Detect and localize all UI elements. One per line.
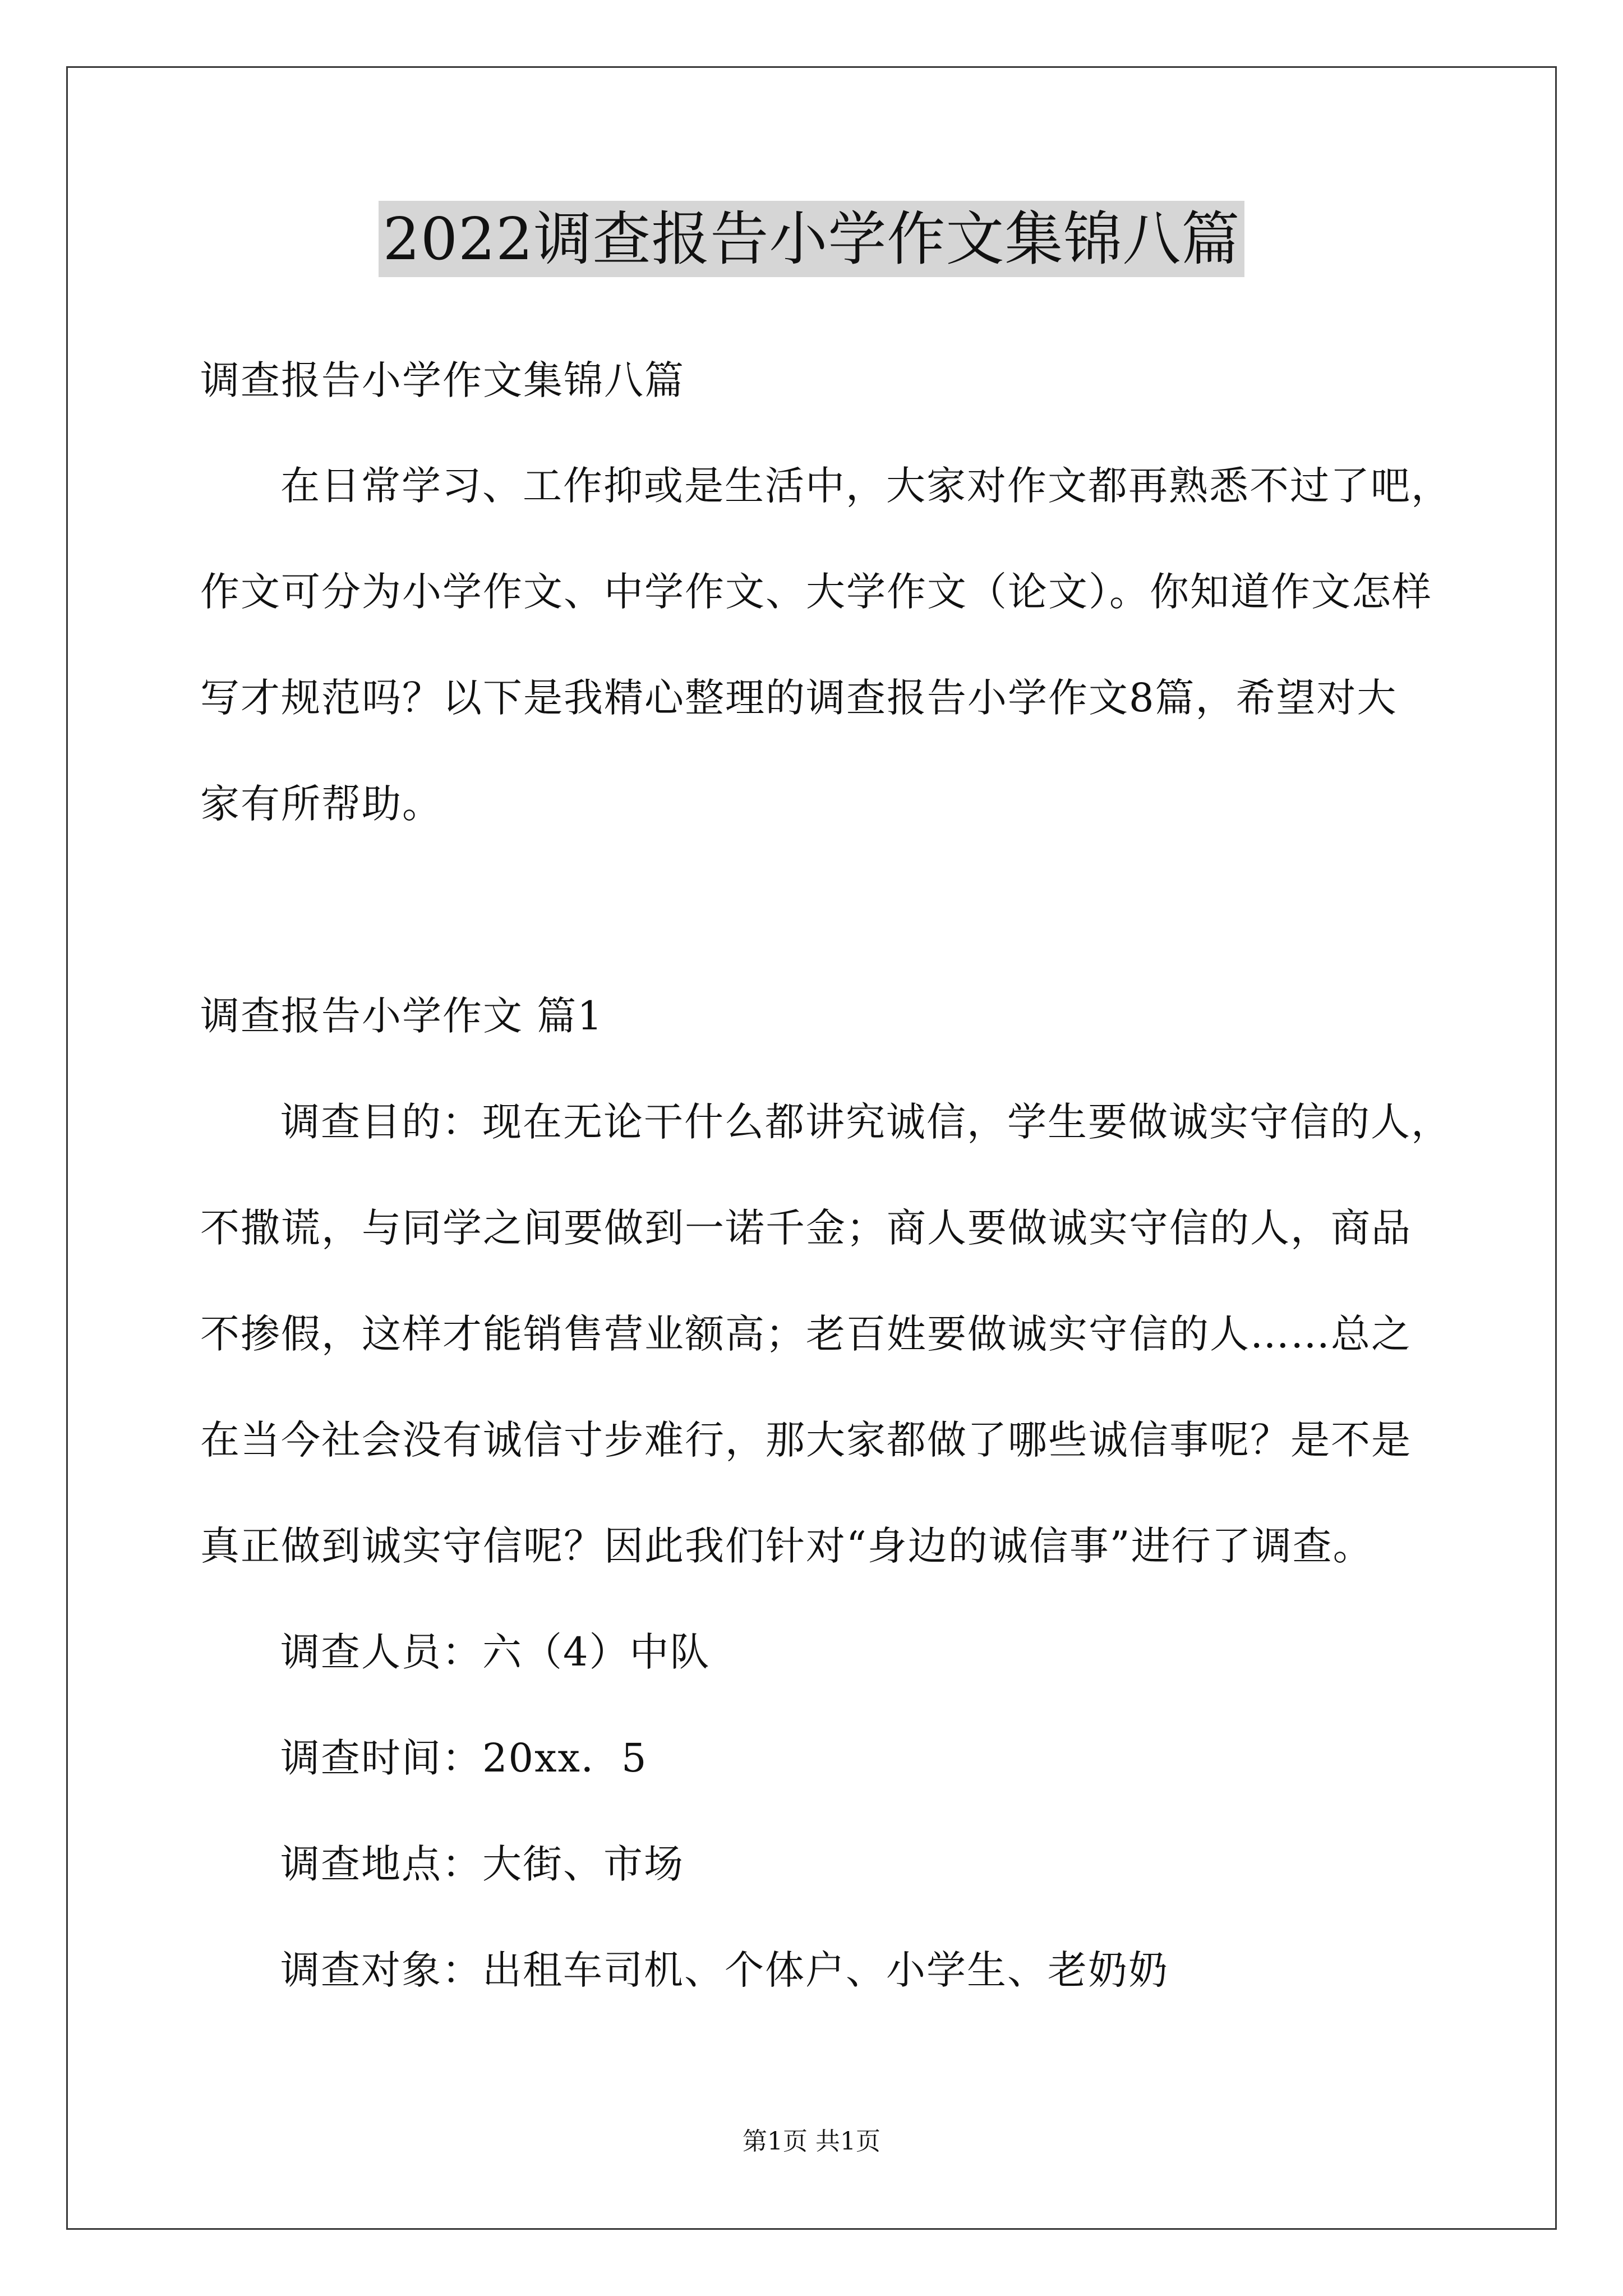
- document-subtitle: 调查报告小学作文集锦八篇: [200, 357, 685, 403]
- intro-line: 写才规范吗？以下是我精心整理的调查报告小学作文8篇，希望对大: [200, 675, 1398, 721]
- detail-line: 调查人员：六（4）中队: [280, 1629, 711, 1675]
- purpose-line: 调查目的：现在无论干什么都讲究诚信，学生要做诚实守信的人，: [280, 1099, 1451, 1145]
- title-container: [0, 201, 1623, 277]
- document-title: 2022调查报告小学作文集锦八篇: [379, 201, 1245, 277]
- detail-line: 调查对象：出租车司机、个体户、小学生、老奶奶: [280, 1947, 1169, 1993]
- intro-line: 作文可分为小学作文、中学作文、大学作文（论文）。你知道作文怎样: [200, 569, 1432, 615]
- section-heading: 调查报告小学作文 篇1: [200, 993, 603, 1039]
- purpose-line: 不撒谎，与同学之间要做到一诺千金；商人要做诚实守信的人，商品: [200, 1205, 1412, 1251]
- intro-line: 在日常学习、工作抑或是生活中，大家对作文都再熟悉不过了吧，: [280, 463, 1451, 509]
- detail-line: 调查地点：大街、市场: [280, 1841, 684, 1887]
- purpose-line: 在当今社会没有诚信寸步难行，那大家都做了哪些诚信事呢？是不是: [200, 1417, 1412, 1463]
- purpose-line: 不掺假，这样才能销售营业额高；老百姓要做诚实守信的人……总之: [200, 1311, 1412, 1357]
- page-footer: 第1页 共1页: [743, 2127, 880, 2156]
- purpose-line: 真正做到诚实守信呢？因此我们针对“身边的诚信事”进行了调查。: [200, 1523, 1373, 1569]
- detail-line: 调查时间：20xx．5: [280, 1735, 648, 1781]
- intro-line: 家有所帮助。: [200, 781, 442, 827]
